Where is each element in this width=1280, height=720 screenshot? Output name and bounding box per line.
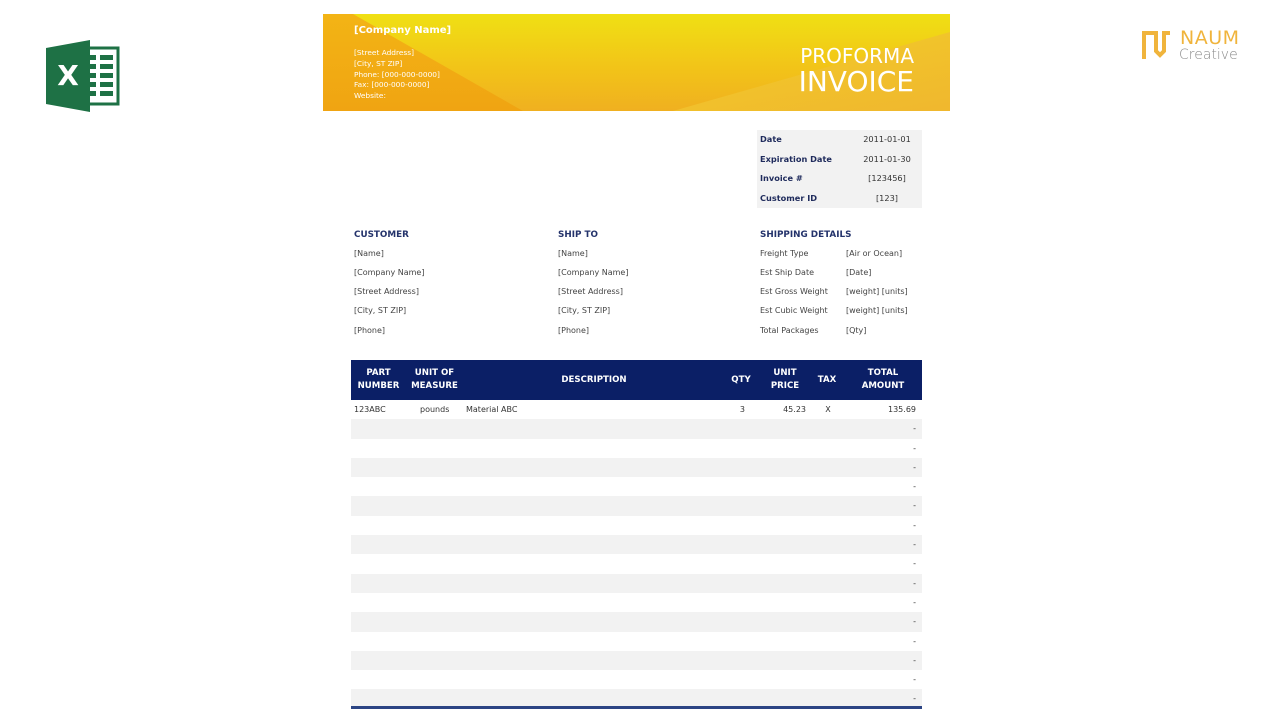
address-street: [Street Address] [354, 48, 415, 57]
customer-phone[interactable]: [Phone] [354, 326, 386, 335]
col-tax [809, 360, 845, 400]
total-packages-value[interactable]: [Qty] [846, 326, 867, 335]
cell-description[interactable]: Material ABC [466, 405, 518, 414]
table-row [351, 535, 922, 554]
table-row [351, 496, 922, 515]
table-row [351, 574, 922, 593]
table-row [351, 439, 922, 458]
ship-date-value[interactable]: [Date] [846, 268, 872, 277]
meta-label: Expiration Date [760, 153, 832, 164]
cell-total-amount[interactable]: - [913, 617, 916, 627]
cell-total-amount[interactable]: 135.69 [888, 405, 916, 414]
cell-total-amount[interactable]: - [913, 424, 916, 434]
cell-total-amount[interactable]: - [913, 501, 916, 511]
ship-to-city[interactable]: [City, ST ZIP] [558, 306, 611, 315]
table-row [351, 593, 922, 612]
invoice-banner [323, 14, 950, 111]
cell-total-amount[interactable]: - [913, 482, 916, 492]
customer-street[interactable]: [Street Address] [354, 287, 419, 296]
table-row [351, 632, 922, 651]
meta-row-customer-id [757, 189, 922, 208]
meta-value[interactable]: [123] [875, 192, 899, 203]
cell-total-amount[interactable]: - [913, 520, 916, 530]
naum-mark-icon [1142, 29, 1174, 61]
shipping-details-heading: SHIPPING DETAILS [760, 230, 852, 240]
table-row [351, 612, 922, 631]
cell-total-amount[interactable]: - [913, 694, 916, 704]
excel-icon [46, 40, 120, 112]
address-website: Website: [354, 91, 386, 101]
col-description [463, 360, 725, 400]
table-row [351, 554, 922, 573]
col-unit-price [763, 360, 807, 400]
gross-weight-label: Est Gross Weight [760, 287, 828, 296]
table-row [351, 400, 922, 419]
cubic-weight-label: Est Cubic Weight [760, 306, 828, 315]
logo-word-creative: Creative [1179, 47, 1238, 63]
table-row [351, 419, 922, 438]
table-row [351, 651, 922, 670]
cell-total-amount[interactable]: - [913, 675, 916, 685]
col-label: PART [366, 368, 391, 378]
table-row [351, 477, 922, 496]
meta-label: Invoice # [760, 173, 803, 183]
col-label: PRICE [770, 381, 800, 391]
meta-value[interactable]: [123456] [868, 173, 906, 183]
ship-to-street[interactable]: [Street Address] [558, 287, 623, 296]
table-row [351, 516, 922, 535]
ship-to-company[interactable]: [Company Name] [558, 268, 629, 277]
meta-label: Customer ID [760, 192, 818, 203]
logo-word-naum: NAUM [1180, 27, 1240, 49]
address-fax: Fax: [000-000-0000] [354, 80, 430, 90]
invoice-meta-box [757, 130, 922, 208]
cell-unit-price[interactable]: 45.23 [783, 405, 806, 414]
cell-total-amount[interactable]: - [913, 636, 916, 646]
gross-weight-value[interactable]: [weight] [units] [846, 287, 908, 296]
customer-city[interactable]: [City, ST ZIP] [354, 306, 407, 315]
col-total-amount [851, 360, 915, 400]
cell-unit-of-measure[interactable]: pounds [420, 405, 450, 414]
document-title-line2: INVOICE [798, 65, 914, 98]
col-part-number [351, 360, 406, 400]
svg-text:X: X [57, 59, 79, 92]
customer-name[interactable]: [Name] [354, 249, 384, 258]
col-label: MEASURE [411, 381, 458, 391]
col-label: DESCRIPTION [561, 374, 627, 385]
col-label: UNIT [773, 368, 797, 378]
meta-value[interactable]: 2011-01-01 [863, 134, 911, 144]
address-phone: Phone: [000-000-0000] [354, 69, 440, 79]
ship-to-name[interactable]: [Name] [558, 249, 588, 258]
total-packages-label: Total Packages [760, 326, 819, 335]
cell-total-amount[interactable]: - [913, 462, 916, 472]
cubic-weight-value[interactable]: [weight] [units] [846, 306, 908, 315]
meta-row-invoice-number [757, 169, 922, 188]
ship-to-phone[interactable]: [Phone] [558, 326, 590, 335]
col-unit-of-measure [406, 360, 463, 400]
meta-row-expiration [757, 150, 922, 169]
col-label: QTY [731, 374, 751, 385]
document-title-line1: PROFORMA [800, 44, 914, 68]
freight-type-value[interactable]: [Air or Ocean] [846, 249, 903, 258]
cell-total-amount[interactable]: - [913, 443, 916, 453]
line-items-header [351, 360, 922, 400]
ship-to-heading: SHIP TO [558, 230, 598, 240]
cell-tax[interactable]: X [825, 405, 831, 414]
table-bottom-rule [351, 706, 922, 709]
ship-date-label: Est Ship Date [760, 268, 815, 277]
cell-total-amount[interactable]: - [913, 540, 916, 550]
cell-part-number[interactable]: 123ABC [354, 405, 386, 414]
col-label: AMOUNT [861, 381, 905, 391]
company-name: [Company Name] [354, 25, 452, 36]
cell-total-amount[interactable]: - [913, 559, 916, 569]
cell-total-amount[interactable]: - [913, 655, 916, 665]
line-items-body [351, 400, 922, 709]
naum-creative-logo [1142, 27, 1252, 67]
meta-value[interactable]: 2011-01-30 [863, 153, 911, 164]
freight-type-label: Freight Type [760, 249, 809, 258]
col-label: UNIT OF [414, 368, 455, 378]
col-label: TOTAL [867, 368, 899, 378]
col-label: NUMBER [357, 381, 400, 391]
table-row [351, 670, 922, 689]
cell-total-amount[interactable]: - [913, 597, 916, 607]
invoice-document [323, 14, 950, 720]
col-qty [725, 360, 757, 400]
customer-company[interactable]: [Company Name] [354, 268, 425, 277]
customer-heading: CUSTOMER [354, 230, 409, 240]
address-city: [City, ST ZIP] [354, 58, 403, 68]
meta-label: Date [760, 134, 782, 144]
company-address [354, 48, 440, 102]
cell-total-amount[interactable]: - [913, 578, 916, 588]
meta-row-date [757, 130, 922, 149]
cell-qty[interactable]: 3 [739, 405, 745, 414]
table-row [351, 458, 922, 477]
col-label: TAX [817, 374, 837, 385]
